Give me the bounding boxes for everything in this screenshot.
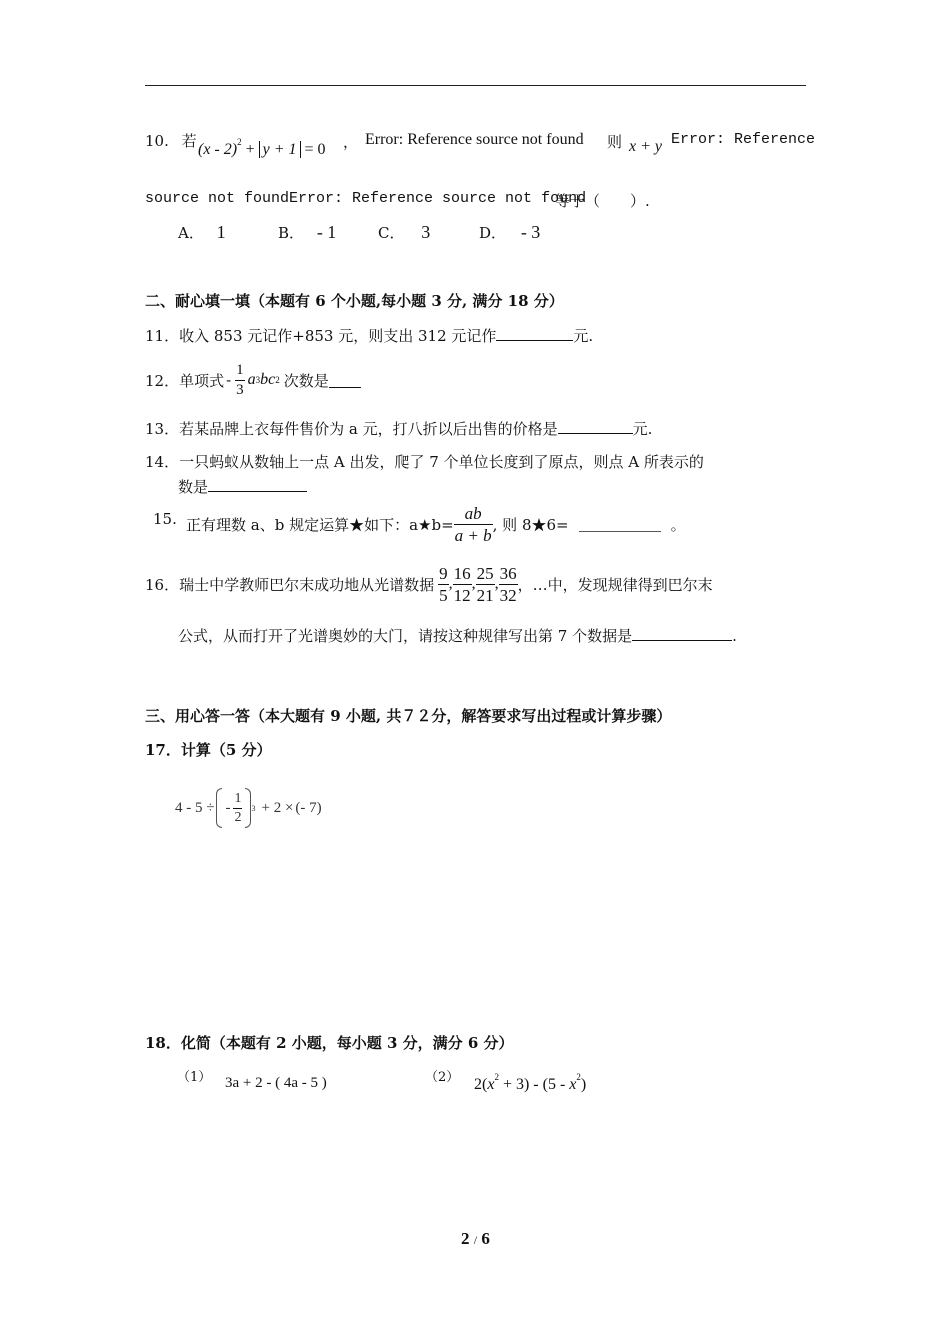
q10-error-3: source not foundError: Reference source not found — [145, 190, 587, 207]
q16-frac-1-den: 5 — [439, 585, 448, 605]
question-15 — [186, 500, 686, 548]
q13-text: 13．若某品牌上衣每件售价为 a 元，打八折以后出售的价格是 — [145, 420, 558, 438]
q18-p2-c: - — [533, 1076, 539, 1093]
q16-frac-2 — [453, 565, 472, 604]
q16-end: . — [732, 627, 737, 645]
q10-option-c-label: C． — [378, 224, 405, 242]
page-separator: / — [473, 1233, 478, 1247]
q15-number: 15. — [153, 510, 177, 528]
q16-dots: ，…中，发现规律得到巴尔末 — [517, 575, 713, 594]
q16-sep-1: , — [448, 575, 453, 592]
q17-frac-den: 2 — [234, 809, 242, 825]
question-16-line2 — [178, 625, 737, 646]
q18-title: 18．化简（本题有 2 小题，每小题 3 分，满分 6 分） — [145, 1034, 514, 1052]
q10-option-d — [479, 222, 540, 243]
q14-line2-text: 数是 — [178, 478, 209, 496]
q16-line2-text: 公式，从而打开了光谱奥妙的大门，请按这种规律写出第 7 个数据是 — [178, 627, 633, 645]
q16-sep-2: , — [471, 575, 476, 592]
q18-p2-x: x — [487, 1076, 495, 1093]
q10-options — [178, 222, 226, 243]
q12-exp2: 2 — [275, 375, 280, 385]
q11-tail: 元. — [573, 327, 594, 345]
q10-option-b — [278, 222, 336, 243]
question-12 — [145, 358, 361, 402]
q16-frac-4-num: 36 — [499, 563, 517, 583]
q10-eq-abs-inner: y + 1 — [262, 141, 297, 158]
q10-number: 10. — [145, 132, 169, 150]
q16-sep-3: , — [494, 575, 499, 592]
q12-label: 12．单项式 — [145, 371, 225, 390]
q10-option-b-label: B． — [278, 224, 305, 242]
q10-eq-abs — [259, 141, 301, 158]
q18-p2-exp: 2 — [494, 1072, 499, 1082]
question-14-line1: 14．一只蚂蚁从数轴上一点 A 出发，爬了 7 个单位长度到了原点，则点 A 所表示的 — [145, 453, 704, 471]
q10-option-a-value: 1 — [216, 222, 226, 242]
q15-frac-num: ab — [464, 503, 482, 523]
q12-fraction — [235, 363, 245, 398]
q18-p2-exp2: 2 — [576, 1072, 581, 1082]
q17-frac-num: 1 — [234, 790, 242, 806]
q18-part2-expr: $2(x^2 + 3) - (5 - x^2)$ — [474, 1072, 587, 1093]
q10-error-1: Error: Reference source not found — [365, 131, 584, 148]
q18-p2-a: 2 — [474, 1076, 482, 1093]
question-13 — [145, 418, 652, 439]
q16-frac-1-num: 9 — [439, 563, 448, 583]
q17-paren-group — [216, 788, 255, 828]
q16-frac-1 — [438, 565, 449, 604]
q17-minus: - — [225, 799, 231, 816]
q10-option-a-label: A． — [178, 224, 204, 242]
q10-eq-plus: + — [245, 141, 255, 158]
q10-option-d-label: D． — [479, 224, 507, 242]
page-current: 2 — [461, 1229, 470, 1248]
question-16 — [145, 560, 713, 608]
q13-answer-blank[interactable] — [558, 419, 633, 434]
q10-option-b-value: - 1 — [316, 222, 337, 242]
q12-exp3: 3 — [255, 375, 261, 385]
q15-tail: , 则 8★6= — [492, 515, 569, 534]
q18-p2-d: 5 - — [547, 1076, 566, 1093]
q16-frac-3-num: 25 — [476, 563, 494, 583]
q17-expr-c-group: (- 7) — [295, 799, 322, 816]
q12-bc: bc — [260, 371, 276, 388]
q18-part1-label: （1） — [177, 1070, 212, 1085]
q17-expr-a: 4 - 5 ÷ — [175, 799, 215, 816]
q18-p2-b: + 3 — [502, 1076, 524, 1093]
q12-answer-blank[interactable] — [329, 373, 361, 388]
q17-title: 17．计算（5 分） — [145, 741, 272, 759]
question-11 — [145, 325, 593, 346]
q10-ruo: 若 — [181, 132, 197, 150]
page-number — [461, 1229, 490, 1249]
q11-text: 11．收入 853 元记作+853 元，则支出 312 元记作 — [145, 327, 497, 345]
q12-minus: - — [226, 371, 232, 389]
q10-option-d-value: - 3 — [520, 222, 541, 242]
q16-frac-4-den: 32 — [499, 585, 517, 605]
q10-error-2: Error: Reference — [671, 131, 816, 148]
q10-eq-rhs: = 0 — [304, 141, 326, 158]
q16-frac-3-den: 21 — [476, 585, 494, 605]
q16-head: 16．瑞士中学教师巴尔末成功地从光谱数据 — [145, 575, 435, 594]
q16-answer-blank[interactable] — [632, 626, 732, 641]
q13-tail: 元. — [632, 420, 653, 438]
q10-dengyu: 等于（ ）. — [555, 192, 650, 210]
q18-part1-expr: 3a + 2 - ( 4a - 5 ) — [225, 1075, 327, 1091]
q12-tail: 次数是 — [283, 371, 329, 390]
q16-frac-3 — [476, 565, 495, 604]
q15-text: 正有理数 a、b 规定运算★如下：a★b= — [186, 515, 454, 534]
q15-frac-den: a + b — [454, 525, 492, 545]
q18-p2-x2: x — [569, 1076, 577, 1093]
page-total: 6 — [481, 1229, 490, 1248]
question-14-line2 — [178, 476, 307, 497]
q16-frac-2-den: 12 — [453, 585, 471, 605]
q14-answer-blank[interactable] — [208, 477, 307, 492]
q11-answer-blank[interactable] — [496, 326, 573, 341]
question-10-line1 — [145, 130, 197, 151]
q10-equation — [198, 137, 326, 159]
q16-frac-2-num: 16 — [453, 563, 471, 583]
q15-answer-blank[interactable] — [579, 517, 661, 532]
q10-comma: ， — [343, 133, 359, 151]
q10-option-c-value: 3 — [421, 222, 431, 242]
q10-eq-lhs: (x - 2) — [198, 141, 238, 158]
q17-left-paren — [216, 788, 222, 828]
q12-frac-num: 1 — [236, 361, 244, 378]
q12-a: a — [247, 371, 256, 388]
q15-fraction — [454, 505, 493, 544]
q17-expression — [175, 785, 322, 831]
q16-frac-4 — [499, 565, 518, 604]
q18-part2-label: （2） — [425, 1070, 460, 1085]
q10-eq-exp: 2 — [237, 137, 242, 147]
q15-end: 。 — [670, 515, 686, 534]
section-2-title: 二、耐心填一填（本题有 6 个小题,每小题 3 分, 满分 18 分） — [145, 292, 564, 310]
q12-frac-den: 3 — [236, 381, 244, 398]
section-3-title: 三、用心答一答（本大题有 9 小题, 共７２分，解答要求写出过程或计算步骤） — [145, 707, 672, 725]
q17-expr-c: - 7 — [300, 799, 317, 816]
q17-expr-b: + 2 × — [261, 799, 294, 816]
q10-ze: 则 — [607, 133, 623, 151]
q17-exp3: 3 — [251, 803, 256, 813]
q17-fraction — [233, 792, 242, 825]
header-rule — [145, 85, 806, 86]
q10-xy: x + y — [629, 138, 662, 155]
q10-option-c — [378, 222, 430, 243]
